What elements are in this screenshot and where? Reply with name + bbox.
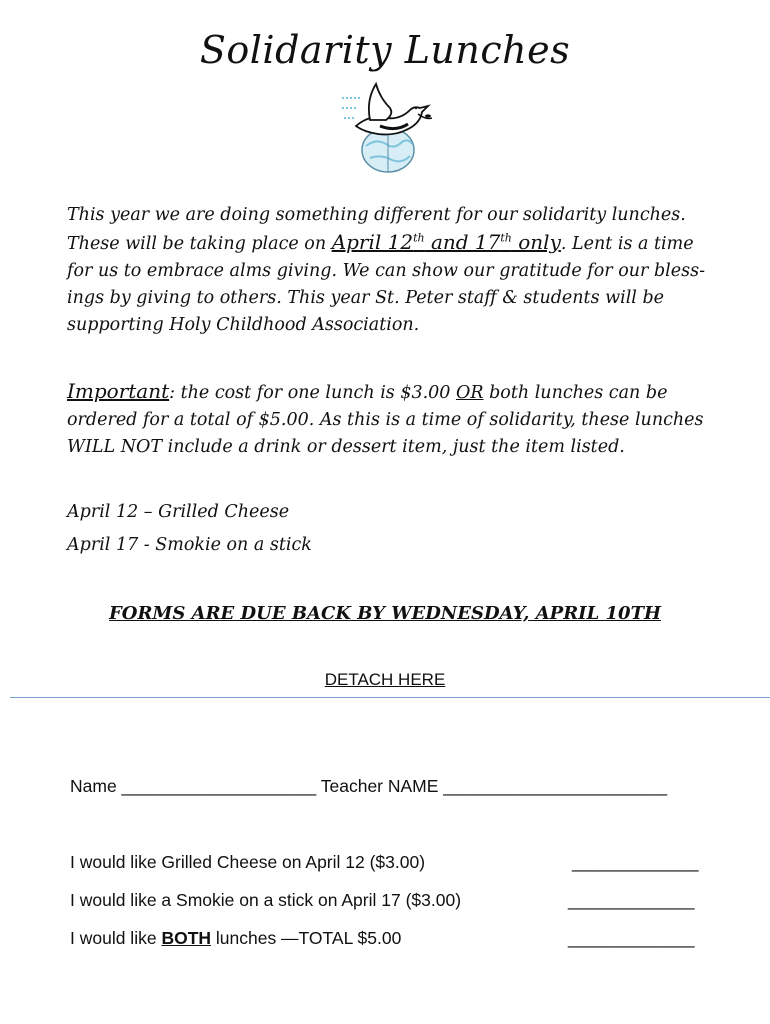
detach-divider: [10, 697, 770, 698]
detach-label: DETACH HERE: [324, 670, 446, 689]
important-paragraph: [67, 378, 707, 461]
intro-text: These will be taking place on: [67, 234, 332, 254]
intro-text: . Lent is a time: [560, 234, 694, 254]
important-text: : the cost for one lunch is $3.00: [169, 383, 456, 403]
order-blank-smokie[interactable]: _____________: [568, 890, 695, 910]
ordinal-suffix: th: [500, 231, 512, 245]
event-dates: [332, 230, 561, 254]
option-text: I would like: [70, 928, 162, 948]
both-emphasis: BOTH: [161, 928, 212, 948]
order-blank-both[interactable]: _____________: [568, 928, 695, 948]
intro-line: for us to embrace alms giving. We can show our gratitude for our bless-: [67, 261, 705, 281]
dove-and-globe-icon: [336, 80, 438, 178]
intro-line: supporting Holy Childhood Association.: [67, 315, 420, 335]
order-option-both: [70, 928, 401, 949]
menu-item-grilled-cheese: April 12 – Grilled Cheese: [67, 502, 290, 522]
intro-paragraph: [67, 202, 707, 339]
intro-line: This year we are doing something different for our solidarity lunches.: [67, 205, 686, 225]
important-line: ordered for a total of $5.00. As this is a time of solidarity, these lunches: [67, 410, 704, 430]
order-blank-grilled-cheese[interactable]: _____________: [572, 852, 699, 872]
important-line: WILL NOT include a drink or dessert item, just the item listed.: [67, 437, 625, 457]
menu-item-smokie: April 17 - Smokie on a stick: [67, 535, 312, 555]
intro-line: ings by giving to others. This year St. Peter staff & students will be: [67, 288, 665, 308]
name-teacher-field[interactable]: Name ____________________ Teacher NAME _______________________: [70, 776, 668, 796]
page-title: Solidarity Lunches: [199, 28, 571, 72]
order-option-smokie: I would like a Smokie on a stick on April 17 ($3.00): [70, 890, 462, 910]
option-text: lunches —TOTAL $5.00: [211, 928, 402, 948]
important-line: [67, 378, 707, 407]
intro-line: [67, 229, 707, 258]
due-date-notice: FORMS ARE DUE BACK BY WEDNESDAY, APRIL 10TH: [109, 603, 661, 624]
date-text: only: [511, 230, 561, 254]
important-text: both lunches can be: [483, 383, 668, 403]
date-text: and 17: [424, 230, 501, 254]
date-text: April 12: [331, 230, 414, 254]
or-emphasis: OR: [456, 383, 484, 403]
order-option-grilled-cheese: I would like Grilled Cheese on April 12 ($3.00): [70, 852, 426, 872]
important-label: Important: [67, 379, 170, 403]
ordinal-suffix: th: [413, 231, 425, 245]
